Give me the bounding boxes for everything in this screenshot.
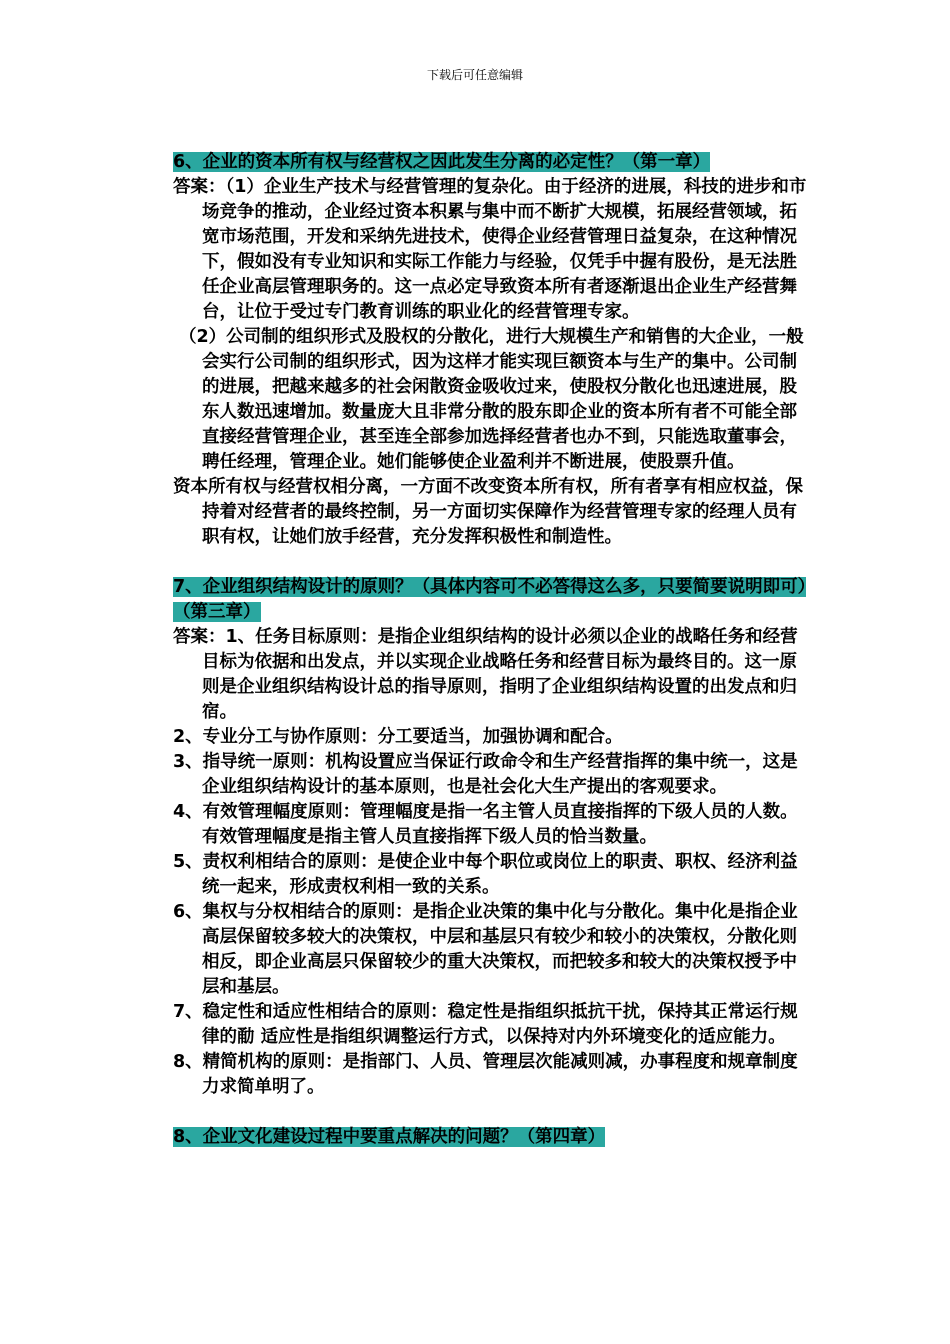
q7-item: 5、责权利相结合的原则：是使企业中每个职位或岗位上的职责、职权、经济利益统一起来，形成责权利相一致的关系。 (173, 852, 798, 897)
q7-item: 6、集权与分权相结合的原则：是指企业决策的集中化与分散化。集中化是指企业高层保留较多较大的决策权，中层和基层只有较少和较小的决策权，分散化则相反，即企业高层只保留较少的重大决策权，而把较多和较大的决策权授予中层和基层。 (173, 902, 798, 997)
document-body (173, 150, 813, 1150)
question-8-heading (173, 1125, 813, 1150)
spacer (173, 1100, 813, 1125)
question-6-title: 6、企业的资本所有权与经营权之因此发生分离的必定性？（第一章） (173, 152, 711, 172)
question-6-heading (173, 150, 813, 175)
q6-answer-paragraph-2: （2）公司制的组织形式及股权的分散化，进行大规模生产和销售的大企业，一般会实行公司制的组织形式，因为这样才能实现巨额资本与生产的集中。公司制的进展，把越来越多的社会闲散资金吸收过来，使股权分散化也迅速进展，股东人数迅速增加。数量庞大且非常分散的股东即企业的资本所有者不可能全部直接经营管理企业，甚至连全部参加选择经营者也办不到，只能选取董事会，聘任经理，管理企业。她们能够使企业盈利并不断进展，使股票升值。 (179, 327, 804, 472)
page-header: 下载后可任意编辑 (426, 68, 523, 82)
q7-item: 答案：1、任务目标原则：是指企业组织结构的设计必须以企业的战略任务和经营目标为依据和出发点，并以实现企业战略任务和经营目标为最终目的。这一原则是企业组织结构设计总的指导原则，指明了企业组织结构设置的出发点和归宿。 (173, 627, 798, 722)
q7-item: 8、精简机构的原则：是指部门、人员、管理层次能减则减，办事程度和规章制度力求简单明了。 (173, 1052, 798, 1097)
q6-answer-paragraph-3: 资本所有权与经营权相分离，一方面不改变资本所有权，所有者享有相应权益，保持着对经营者的最终控制，另一方面切实保障作为经营管理专家的经理人员有职有权，让她们放手经营，充分发挥积极性和制造性。 (173, 477, 803, 547)
q7-item: 4、有效管理幅度原则：管理幅度是指一名主管人员直接指挥的下级人员的人数。有效管理幅度是指主管人员直接指挥下级人员的恰当数量。 (173, 802, 798, 847)
q7-item: 7、稳定性和适应性相结合的原则：稳定性是指组织抵抗干扰，保持其正常运行规律的勈 适应性是指组织调整运行方式，以保持对内外环境变化的适应能力。 (173, 1002, 798, 1047)
q7-item: 2、专业分工与协作原则：分工要适当，加强协调和配合。 (173, 727, 623, 747)
question-7-heading (173, 575, 813, 625)
question-7-title: 7、企业组织结构设计的原则？（具体内容可不必答得这么多，只要简要说明即可）（第三章） (173, 577, 807, 622)
q7-item: 3、指导统一原则：机构设置应当保证行政命令和生产经营指挥的集中统一，这是企业组织结构设计的基本原则，也是社会化大生产提出的客观要求。 (173, 752, 798, 797)
spacer (173, 550, 813, 575)
question-8-title: 8、企业文化建设过程中要重点解决的问题？（第四章） (173, 1127, 606, 1147)
q6-answer-paragraph-1: 答案：（1）企业生产技术与经营管理的复杂化。由于经济的进展，科技的进步和市场竞争的推动，企业经过资本积累与集中而不断扩大规模，拓展经营领域，拓宽市场范围，开发和采纳先进技术，使得企业经营管理日益复杂，在这种情况下，假如没有专业知识和实际工作能力与经验，仅凭手中握有股份，是无法胜任企业高层管理职务的。这一点必定导致资本所有者逐渐退出企业生产经营舞台，让位于受过专门教育训练的职业化的经营管理专家。 (173, 177, 807, 322)
